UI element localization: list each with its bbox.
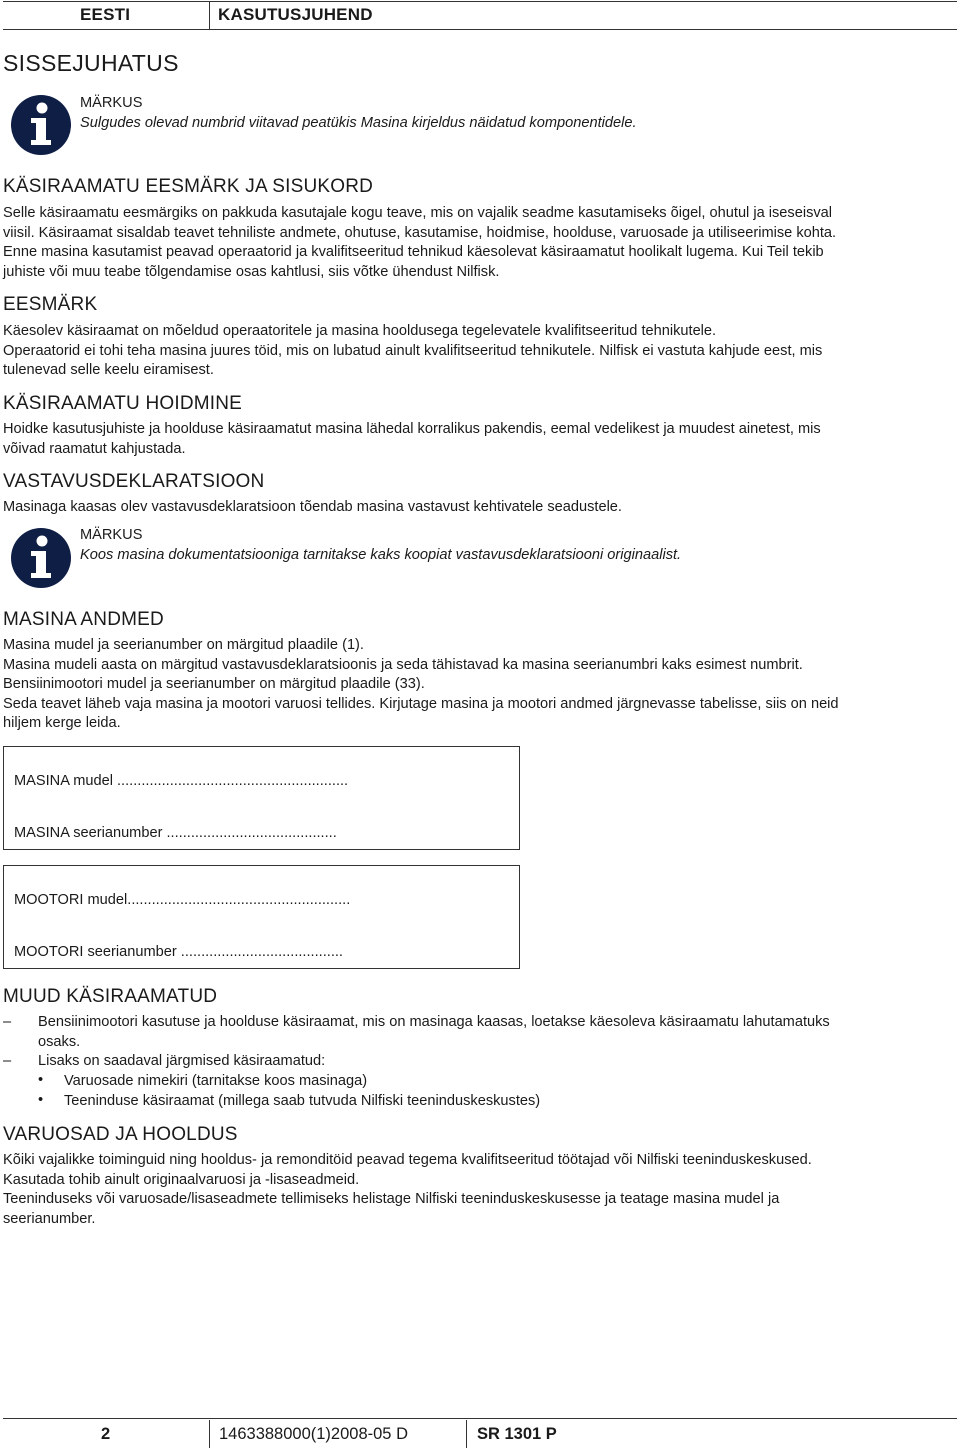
footer-model: SR 1301 P: [477, 1424, 557, 1443]
section-heading-conformity: VASTAVUSDEKLARATSIOON: [3, 471, 265, 492]
header-doc-type: KASUTUSJUHEND: [218, 5, 373, 24]
text-line: võivad raamatut kahjustada.: [3, 440, 186, 457]
note-title: MÄRKUS: [80, 527, 143, 543]
text-line: Hoidke kasutusjuhiste ja hoolduse käsiraamatut masina lähedal korralikus pakendis, eemal vedelikest ja muudest ainetest, mis: [3, 421, 821, 437]
engine-model-field[interactable]: MOOTORI mudel.......................................................: [14, 892, 351, 908]
info-icon: [10, 94, 72, 156]
header-rule-bottom: [3, 29, 957, 30]
text-line: seerianumber.: [3, 1210, 96, 1227]
list-bullet: •: [38, 1072, 44, 1088]
machine-data-paragraph: [3, 636, 948, 734]
section-heading-parts-service: VARUOSAD JA HOOLDUS: [3, 1124, 238, 1145]
footer-divider: [209, 1420, 210, 1448]
text-line: Masina mudel ja seerianumber on märgitud plaadile (1).: [3, 637, 364, 653]
machine-model-field[interactable]: MASINA mudel .........................................................: [14, 773, 349, 789]
text-line: hiljem kerge leida.: [3, 715, 121, 732]
list-item: [38, 1013, 948, 1052]
text-line: osaks.: [38, 1033, 81, 1050]
text-line: Seda teavet läheb vaja masina ja mootori varuosi tellides. Kirjutage masina ja mootori andmed järgnevasse tabelisse, siis on neid: [3, 695, 839, 712]
text-line: Operaatorid ei tohi teha masina juures töid, mis on lubatud ainult kvalifitseeritud tehnikutele. Nilfisk ei vastuta kahjude eest, mis: [3, 342, 823, 359]
aim-paragraph: [3, 322, 948, 381]
text-line: Selle käsiraamatu eesmärgiks on pakkuda kasutajale kogu teave, mis on vajalik seadme kasutamiseks õigel, ohutul ja iseseisval: [3, 205, 833, 221]
section-heading-storage: KÄSIRAAMATU HOIDMINE: [3, 393, 243, 414]
engine-data-form: [3, 865, 520, 969]
text-line: Kasutada tohib ainult originaalvaruosi ja -lisaseadmeid.: [3, 1171, 360, 1188]
text-line: juhiste või muu teabe tõlgendamise osas kahtlusi, siis võtke ühendust Nilfisk.: [3, 263, 500, 280]
footer-rule: [3, 1418, 957, 1419]
parts-service-paragraph: [3, 1151, 948, 1229]
purpose-paragraph: [3, 204, 948, 282]
list-dash: –: [3, 1014, 12, 1030]
info-icon: [10, 527, 72, 589]
header-divider: [209, 1, 210, 29]
page-title: SISSEJUHATUS: [3, 50, 179, 76]
note-title: MÄRKUS: [80, 95, 143, 111]
text-line: Enne masina kasutamist peavad operaatorid ja kvalifitseeritud tehnikud käesolevat käsiraamatut hoolikalt lugema. Kui Teil tekib: [3, 244, 824, 261]
section-heading-aim: EESMÄRK: [3, 294, 98, 315]
list-item: Lisaks on saadaval järgmised käsiraamatud:: [38, 1053, 326, 1069]
list-item: Teeninduse käsiraamat (millega saab tutvuda Nilfiski teeninduskeskustes): [64, 1093, 541, 1109]
machine-serial-field[interactable]: MASINA seerianumber ..........................................: [14, 825, 337, 841]
storage-paragraph: [3, 420, 948, 459]
conformity-text: Masinaga kaasas olev vastavusdeklaratsioon tõendab masina vastavust kehtivatele seadustele.: [3, 499, 622, 515]
section-heading-machine-data: MASINA ANDMED: [3, 609, 164, 630]
engine-serial-field[interactable]: MOOTORI seerianumber ........................................: [14, 944, 343, 960]
footer-divider: [466, 1420, 467, 1448]
footer-doc-code: 1463388000(1)2008-05 D: [219, 1424, 408, 1443]
header-language: EESTI: [80, 5, 131, 24]
text-line: viisil. Käsiraamat sisaldab teavet tehniliste andmete, ohutuse, kasutamise, hoidmise, hoolduse, varuosade ja utiliseerimise kohta.: [3, 224, 837, 241]
list-bullet: •: [38, 1092, 44, 1108]
list-item: Varuosade nimekiri (tarnitakse koos masinaga): [64, 1073, 368, 1089]
text-line: Masina mudeli aasta on märgitud vastavusdeklaratsioonis ja seda tähistavad ka masina seerianumbri kaks esimest numbrit.: [3, 656, 803, 673]
note-text: Sulgudes olevad numbrid viitavad peatükis Masina kirjeldus näidatud komponentidele.: [80, 115, 637, 131]
text-line: Käesolev käsiraamat on mõeldud operaatoritele ja masina hooldusega tegelevatele kvalifitseeritud tehnikutele.: [3, 323, 717, 339]
section-heading-other-manuals: MUUD KÄSIRAAMATUD: [3, 986, 218, 1007]
list-dash: –: [3, 1053, 12, 1069]
page-number: 2: [101, 1424, 111, 1443]
text-line: Bensiinimootori mudel ja seerianumber on märgitud plaadile (33).: [3, 676, 425, 693]
text-line: Bensiinimootori kasutuse ja hoolduse käsiraamat, mis on masinaga kaasas, loetakse käesoleva käsiraamatu lahutamatuks: [38, 1014, 830, 1030]
header-rule-top: [3, 1, 957, 2]
text-line: Teeninduseks või varuosade/lisaseadmete tellimiseks helistage Nilfiski teeninduskeskusesse ja teatage masina mudel ja: [3, 1191, 780, 1208]
section-heading-purpose: KÄSIRAAMATU EESMÄRK JA SISUKORD: [3, 176, 374, 197]
text-line: tulenevad selle keelu eiramisest.: [3, 362, 214, 379]
machine-data-form: [3, 746, 520, 850]
text-line: Kõiki vajalikke toiminguid ning hooldus- ja remonditöid peavad tegema kvalifitseeritud töötajad või Nilfiski teeninduskeskused.: [3, 1152, 812, 1168]
note-text: Koos masina dokumentatsiooniga tarnitakse kaks koopiat vastavusdeklaratsiooni originaalist.: [80, 547, 682, 563]
